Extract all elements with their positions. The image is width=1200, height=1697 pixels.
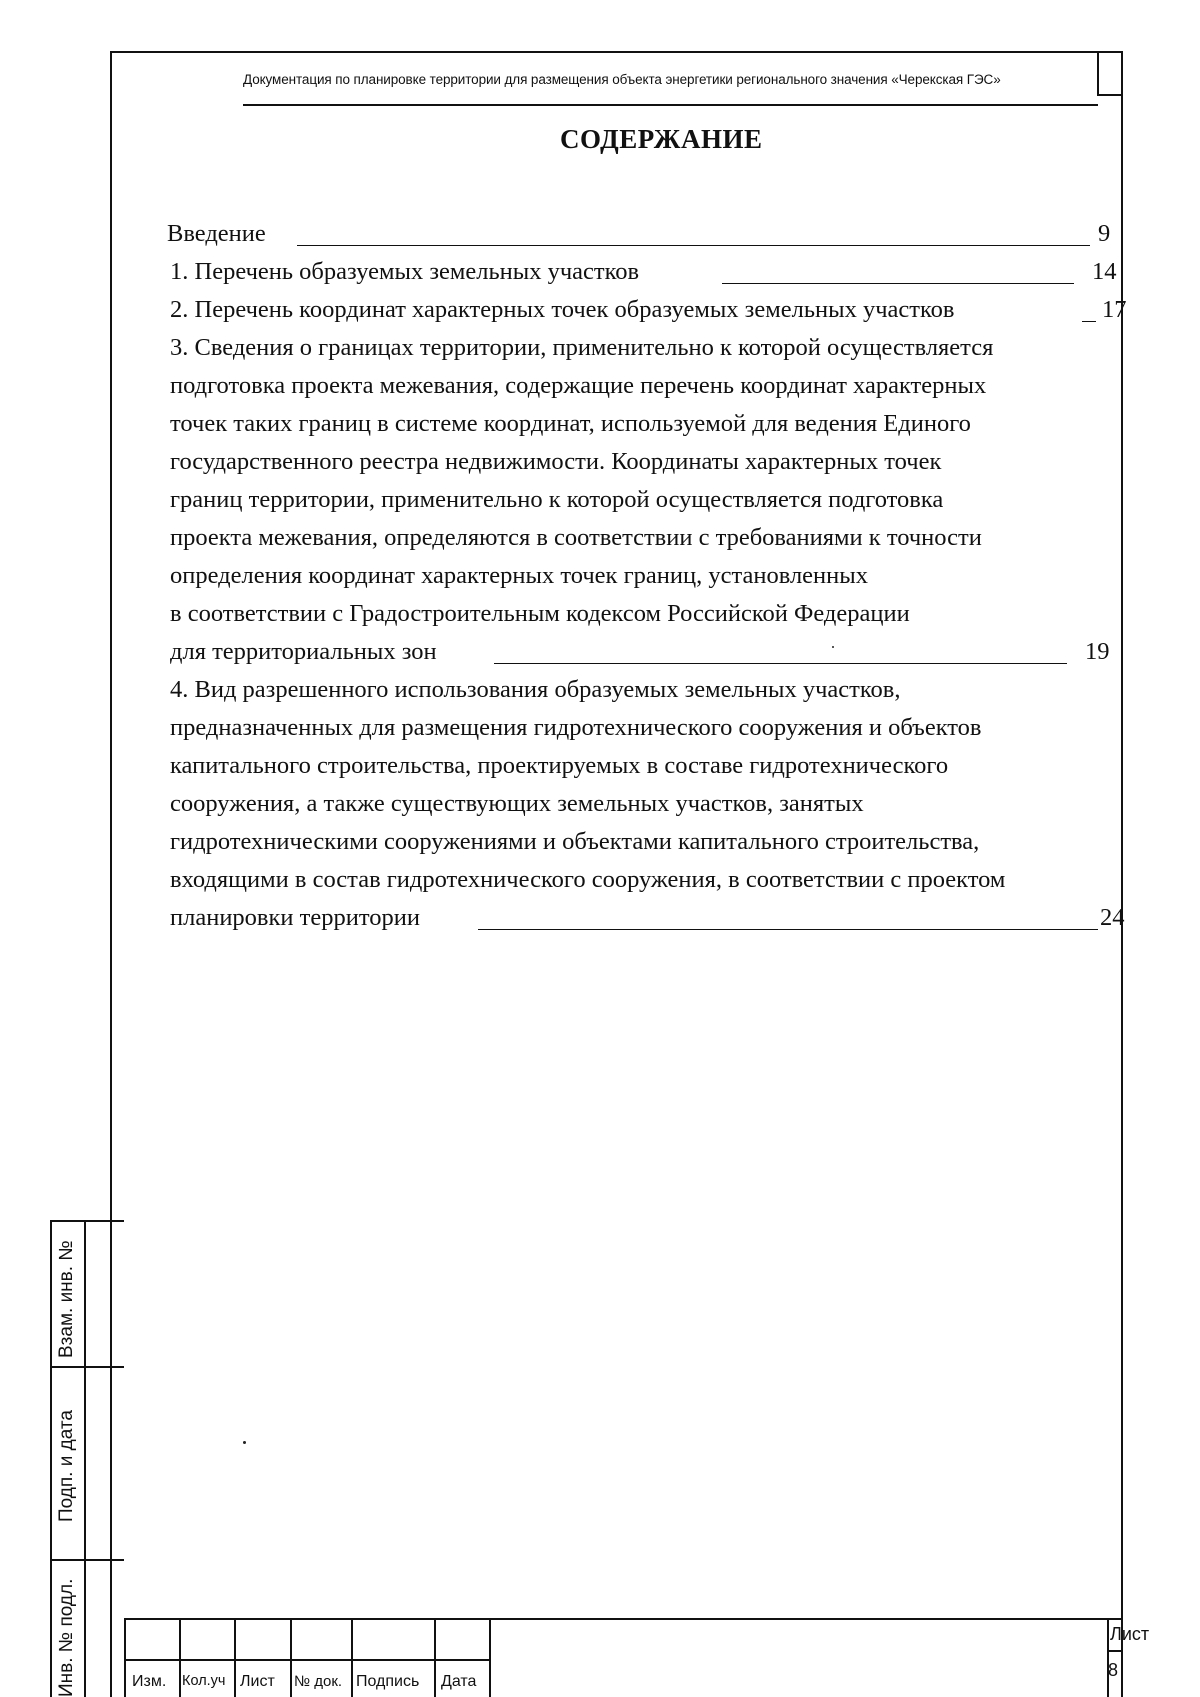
frame-top [110, 51, 1122, 53]
toc-entry-4-line-1: 4. Вид разрешенного использования образуемых земельных участков, [170, 676, 901, 703]
toc-entry-2: 2. Перечень координат характерных точек образуемых земельных участков [170, 296, 955, 323]
toc-entry-4-line-6: входящими в состав гидротехнического сооружения, в соответствии с проектом [170, 866, 1006, 893]
title-block-col-3 [290, 1618, 292, 1697]
toc-entry-3-line-1: 3. Сведения о границах территории, применительно к которой осуществляется [170, 334, 994, 361]
toc-leader-2 [1082, 321, 1096, 322]
document-header: Документация по планировке территории для размещения объекта энергетики регионального значения «Черекская ГЭС» [243, 72, 1001, 87]
title-block-col-5 [434, 1618, 436, 1697]
side-stamp-row-1 [50, 1366, 124, 1368]
sheet-cell-divider [1107, 1650, 1122, 1652]
toc-entry-3-line-8: в соответствии с Градостроительным кодексом Российской Федерации [170, 600, 910, 627]
toc-entry-1: 1. Перечень образуемых земельных участков [170, 258, 640, 285]
title-block-left [124, 1618, 126, 1697]
toc-entry-4-line-3: капитального строительства, проектируемых в составе гидротехнического [170, 752, 949, 779]
toc-entry-3-line-4: государственного реестра недвижимости. Координаты характерных точек [170, 448, 942, 475]
toc-entry-4-line-2: предназначенных для размещения гидротехнического сооружения и объектов [170, 714, 982, 741]
title-block-col-1 [179, 1618, 181, 1697]
col-kol-uch: Кол.уч [182, 1673, 226, 1689]
title-block-col-6 [489, 1618, 491, 1697]
toc-entry-3-line-6: проекта межевания, определяются в соответствии с требованиями к точности [170, 524, 982, 551]
toc-entry-3-line-5: границ территории, применительно к которой осуществляется подготовка [170, 486, 944, 513]
toc-entry-4-line-5: гидротехническими сооружениями и объектами капитального строительства, [170, 828, 980, 855]
side-stamp-divider [84, 1220, 86, 1697]
toc-page-4: 24 [1100, 904, 1125, 931]
sheet-number: 8 [1108, 1660, 1119, 1680]
side-label-podp-data: Подп. и дата [56, 1410, 77, 1522]
side-stamp-outer-left [50, 1220, 52, 1697]
toc-leader-1 [722, 283, 1074, 284]
toc-entry-intro: Введение [167, 220, 266, 247]
toc-entry-3-line-9: для территориальных зон [170, 638, 437, 665]
toc-page-1: 14 [1092, 258, 1117, 285]
col-izm: Изм. [132, 1673, 167, 1690]
side-stamp-top [50, 1220, 124, 1222]
side-stamp-row-2 [50, 1559, 124, 1561]
corner-box-bottom [1097, 94, 1122, 96]
header-underline [243, 104, 1098, 106]
toc-leader-intro [297, 245, 1090, 246]
sheet-label: Лист [1110, 1624, 1150, 1644]
side-label-vzam-inv: Взам. инв. № [56, 1240, 77, 1358]
toc-page-3: 19 [1085, 638, 1110, 665]
toc-page-intro: 9 [1098, 220, 1111, 247]
scan-speck [832, 646, 834, 648]
toc-entry-4-line-4: сооружения, а также существующих земельных участков, занятых [170, 790, 864, 817]
toc-entry-3-line-7: определения координат характерных точек границ, установленных [170, 562, 868, 589]
col-n-dok: № док. [294, 1673, 343, 1690]
toc-entry-3-line-3: точек таких границ в системе координат, используемой для ведения Единого [170, 410, 971, 437]
toc-leader-4 [478, 929, 1098, 930]
toc-leader-3 [494, 663, 1067, 664]
side-label-inv-podl: Инв. № подл. [56, 1578, 77, 1697]
col-podpis: Подпись [356, 1673, 420, 1690]
title-block-col-4 [351, 1618, 353, 1697]
col-data: Дата [441, 1673, 477, 1690]
scan-speck [243, 1441, 246, 1444]
title-block-col-2 [234, 1618, 236, 1697]
toc-entry-4-line-7: планировки территории [170, 904, 420, 931]
col-list: Лист [240, 1673, 275, 1690]
sheet-cell-left [1107, 1618, 1109, 1697]
title-block-bottom-line [489, 1618, 1122, 1620]
toc-page-2: 17 [1102, 296, 1127, 323]
toc-entry-3-line-2: подготовка проекта межевания, содержащие перечень координат характерных [170, 372, 987, 399]
page-title: СОДЕРЖАНИЕ [560, 124, 763, 154]
frame-left [110, 51, 112, 1697]
